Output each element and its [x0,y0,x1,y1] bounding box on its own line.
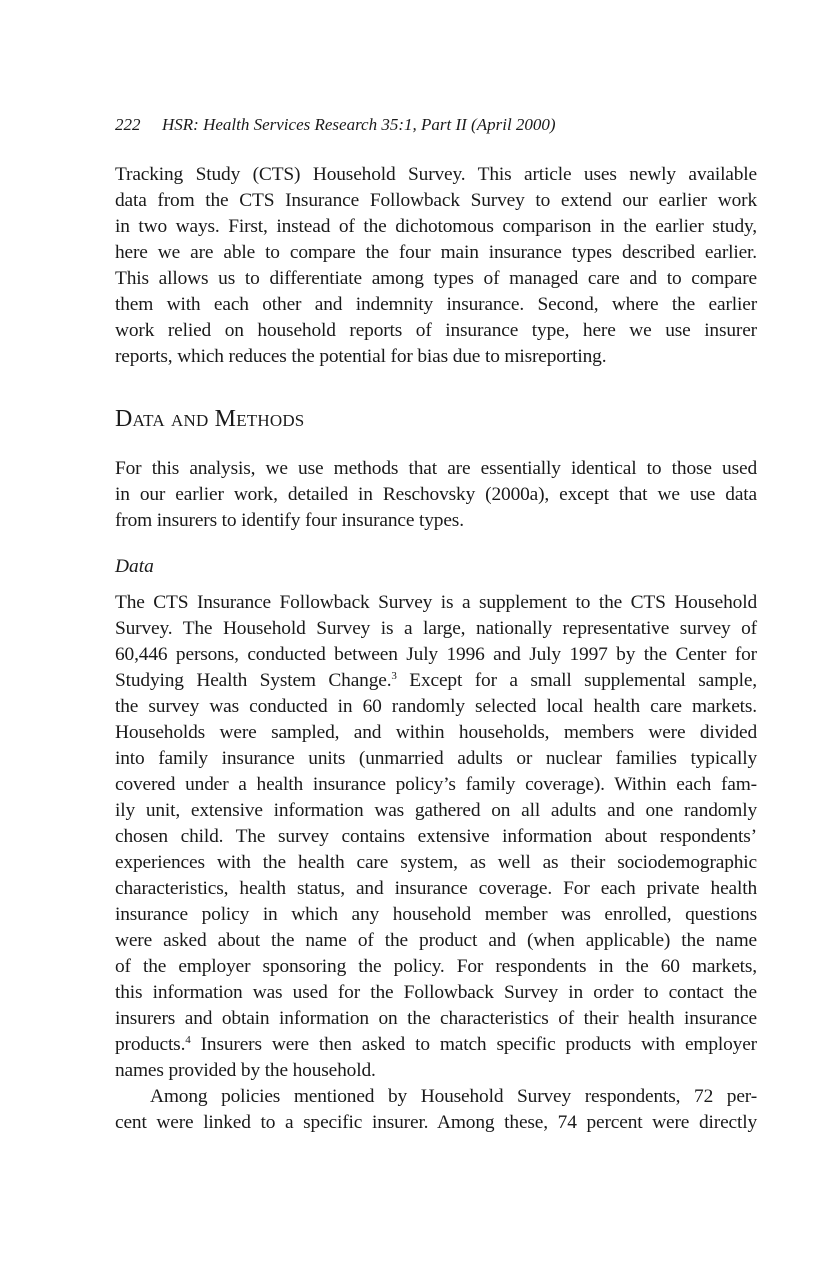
text-line: Households were sampled, and within households, members were divided [115,722,757,743]
text-line: This allows us to differentiate among types of managed care and to compare [115,268,757,289]
text-line: Among policies mentioned by Household Survey respondents, 72 per- [150,1086,757,1107]
text-line: this information was used for the Followback Survey in order to contact the [115,982,757,1003]
text-fragment: products. [115,1034,186,1055]
section-heading-data-and-methods: Data and Methods [115,406,305,432]
footnote-ref-4[interactable]: 4 [185,1034,191,1046]
text-line: Survey. The Household Survey is a large, nationally representative survey of [115,618,757,639]
text-line: covered under a health insurance policy’s family coverage). Within each fam- [115,774,757,795]
text-line: into family insurance units (unmarried adults or nuclear families typically [115,748,757,769]
text-line: insurers and obtain information on the characteristics of their health insurance [115,1008,757,1029]
intro-paragraph [115,162,757,370]
text-line: work relied on household reports of insurance type, here we use insurer [115,320,757,341]
text-line: For this analysis, we use methods that are essentially identical to those used [115,458,757,479]
text-line: data from the CTS Insurance Followback Survey to extend our earlier work [115,190,757,211]
text-line: the survey was conducted in 60 randomly selected local health care markets. [115,696,757,717]
text-line-with-footnote [115,668,757,694]
text-line: cent were linked to a specific insurer. Among these, 74 percent were directly [115,1112,757,1133]
text-line: were asked about the name of the product and (when applicable) the name [115,930,757,951]
text-line: of the employer sponsoring the policy. For respondents in the 60 markets, [115,956,757,977]
journal-citation: HSR: Health Services Research 35:1, Part II (April 2000) [162,115,556,134]
text-fragment: Insurers were then asked to match specific products with employer [190,1034,757,1055]
text-line: reports, which reduces the potential for bias due to misreporting. [115,346,607,367]
text-fragment: Studying Health System Change. [115,670,392,691]
text-line: in two ways. First, instead of the dichotomous comparison in the earlier study, [115,216,757,237]
text-line-with-footnote [115,1032,757,1058]
text-line: from insurers to identify four insurance types. [115,510,464,531]
text-line: insurance policy in which any household member was enrolled, questions [115,904,757,925]
text-fragment: Except for a small supplemental sample, [396,670,757,691]
text-line: Tracking Study (CTS) Household Survey. This article uses newly available [115,164,757,185]
text-line: The CTS Insurance Followback Survey is a supplement to the CTS Household [115,592,757,613]
text-line: chosen child. The survey contains extensive information about respondents’ [115,826,757,847]
text-line: experiences with the health care system, as well as their sociodemographic [115,852,757,873]
journal-page [115,114,757,1136]
running-head [115,114,757,136]
text-line: characteristics, health status, and insurance coverage. For each private health [115,878,757,899]
text-line: 60,446 persons, conducted between July 1996 and July 1997 by the Center for [115,644,757,665]
text-line: here we are able to compare the four main insurance types described earlier. [115,242,757,263]
methods-intro-paragraph [115,456,757,534]
page-number: 222 [115,115,141,134]
data-paragraph [115,590,757,1136]
subsection-heading-data: Data [115,556,154,577]
footnote-ref-3[interactable]: 3 [391,670,397,682]
text-line: in our earlier work, detailed in Reschovsky (2000a), except that we use data [115,484,757,505]
text-line: ily unit, extensive information was gathered on all adults and one randomly [115,800,757,821]
text-line: names provided by the household. [115,1060,376,1081]
text-line: them with each other and indemnity insurance. Second, where the earlier [115,294,757,315]
